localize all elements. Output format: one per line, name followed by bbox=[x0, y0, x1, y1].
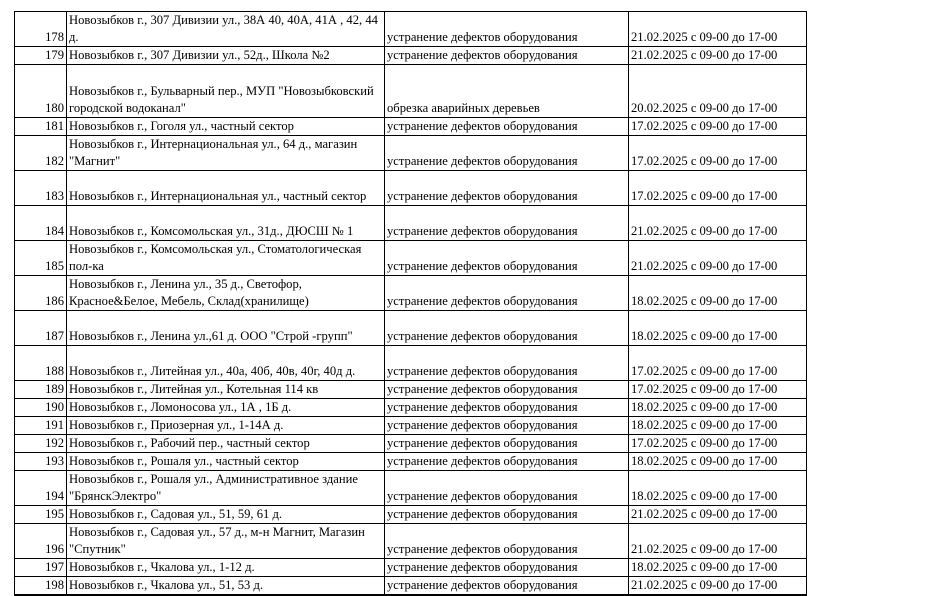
table-row bbox=[15, 399, 925, 417]
row-empty-cell bbox=[807, 399, 925, 417]
row-number: 196 bbox=[15, 524, 67, 559]
row-empty-cell bbox=[807, 453, 925, 471]
row-address: Новозыбков г., Рошаля ул., частный сектор bbox=[67, 453, 385, 471]
row-number: 194 bbox=[15, 471, 67, 506]
row-work-type: устранение дефектов оборудования bbox=[385, 136, 629, 171]
row-empty-cell bbox=[807, 524, 925, 559]
row-outage-date: 17.02.2025 с 09-00 до 17-00 bbox=[629, 346, 807, 381]
row-address: Новозыбков г., Приозерная ул., 1-14А д. bbox=[67, 417, 385, 435]
row-address: Новозыбков г., Литейная ул., 40а, 40б, 40в, 40г, 40д д. bbox=[67, 346, 385, 381]
row-number: 182 bbox=[15, 136, 67, 171]
row-number: 193 bbox=[15, 453, 67, 471]
row-outage-date: 20.02.2025 с 09-00 до 17-00 bbox=[629, 65, 807, 118]
row-work-type: устранение дефектов оборудования bbox=[385, 399, 629, 417]
row-work-type: устранение дефектов оборудования bbox=[385, 417, 629, 435]
row-number: 178 bbox=[15, 12, 67, 47]
row-address: Новозыбков г., 307 Дивизии ул., 38А 40, 40А, 41А , 42, 44 д. bbox=[67, 12, 385, 47]
row-number: 179 bbox=[15, 47, 67, 65]
row-outage-date: 18.02.2025 с 09-00 до 17-00 bbox=[629, 276, 807, 311]
table-row bbox=[15, 276, 925, 311]
row-work-type: устранение дефектов оборудования bbox=[385, 381, 629, 399]
row-address: Новозыбков г., Интернациональная ул., частный сектор bbox=[67, 171, 385, 206]
row-address: Новозыбков г., Бульварный пер., МУП "Новозыбковский городской водоканал" bbox=[67, 65, 385, 118]
table-row bbox=[15, 136, 925, 171]
row-address: Новозыбков г., Садовая ул., 51, 59, 61 д. bbox=[67, 506, 385, 524]
table-row bbox=[15, 559, 925, 577]
row-outage-date: 21.02.2025 с 09-00 до 17-00 bbox=[629, 12, 807, 47]
row-number: 187 bbox=[15, 311, 67, 346]
row-empty-cell bbox=[807, 435, 925, 453]
row-work-type: устранение дефектов оборудования bbox=[385, 346, 629, 381]
row-number: 195 bbox=[15, 506, 67, 524]
row-address: Новозыбков г., Ленина ул., 35 д., Светофор, Красное&Белое, Мебель, Склад(хранилище) bbox=[67, 276, 385, 311]
row-work-type: обрезка аварийных деревьев bbox=[385, 65, 629, 118]
row-number: 186 bbox=[15, 276, 67, 311]
row-address: Новозыбков г., Интернациональная ул., 64 д., магазин "Магнит" bbox=[67, 136, 385, 171]
row-work-type: устранение дефектов оборудования bbox=[385, 206, 629, 241]
row-work-type: устранение дефектов оборудования bbox=[385, 12, 629, 47]
row-empty-cell bbox=[807, 471, 925, 506]
row-address: Новозыбков г., Гоголя ул., частный сектор bbox=[67, 118, 385, 136]
row-number: 183 bbox=[15, 171, 67, 206]
table-row bbox=[15, 47, 925, 65]
table-row bbox=[15, 435, 925, 453]
row-empty-cell bbox=[807, 346, 925, 381]
table-row bbox=[15, 453, 925, 471]
row-work-type: устранение дефектов оборудования bbox=[385, 171, 629, 206]
row-work-type: устранение дефектов оборудования bbox=[385, 559, 629, 577]
row-outage-date: 17.02.2025 с 09-00 до 17-00 bbox=[629, 171, 807, 206]
row-work-type: устранение дефектов оборудования bbox=[385, 241, 629, 276]
table-row bbox=[15, 12, 925, 47]
table-row bbox=[15, 241, 925, 276]
row-work-type: устранение дефектов оборудования bbox=[385, 506, 629, 524]
row-empty-cell bbox=[807, 506, 925, 524]
row-outage-date: 18.02.2025 с 09-00 до 17-00 bbox=[629, 311, 807, 346]
table-row bbox=[15, 206, 925, 241]
row-empty-cell bbox=[807, 65, 925, 118]
row-outage-date: 18.02.2025 с 09-00 до 17-00 bbox=[629, 471, 807, 506]
row-work-type: устранение дефектов оборудования bbox=[385, 471, 629, 506]
table-row bbox=[15, 171, 925, 206]
schedule-table-body bbox=[15, 12, 925, 596]
table-row bbox=[15, 577, 925, 596]
row-number: 185 bbox=[15, 241, 67, 276]
row-outage-date: 17.02.2025 с 09-00 до 17-00 bbox=[629, 136, 807, 171]
row-address: Новозыбков г., Чкалова ул., 51, 53 д. bbox=[67, 577, 385, 596]
row-outage-date: 17.02.2025 с 09-00 до 17-00 bbox=[629, 381, 807, 399]
row-outage-date: 21.02.2025 с 09-00 до 17-00 bbox=[629, 506, 807, 524]
row-empty-cell bbox=[807, 276, 925, 311]
row-number: 188 bbox=[15, 346, 67, 381]
row-number: 198 bbox=[15, 577, 67, 596]
row-number: 181 bbox=[15, 118, 67, 136]
row-outage-date: 18.02.2025 с 09-00 до 17-00 bbox=[629, 399, 807, 417]
table-row bbox=[15, 65, 925, 118]
row-work-type: устранение дефектов оборудования bbox=[385, 276, 629, 311]
row-work-type: устранение дефектов оборудования bbox=[385, 47, 629, 65]
row-empty-cell bbox=[807, 118, 925, 136]
table-row bbox=[15, 506, 925, 524]
row-address: Новозыбков г., Рабочий пер., частный сектор bbox=[67, 435, 385, 453]
row-address: Новозыбков г., Комсомольская ул., Стоматологическая пол-ка bbox=[67, 241, 385, 276]
row-work-type: устранение дефектов оборудования bbox=[385, 435, 629, 453]
table-row bbox=[15, 311, 925, 346]
row-empty-cell bbox=[807, 417, 925, 435]
row-empty-cell bbox=[807, 47, 925, 65]
row-empty-cell bbox=[807, 311, 925, 346]
row-empty-cell bbox=[807, 136, 925, 171]
row-work-type: устранение дефектов оборудования bbox=[385, 453, 629, 471]
row-number: 191 bbox=[15, 417, 67, 435]
row-address: Новозыбков г., Комсомольская ул., 31д., ДЮСШ № 1 bbox=[67, 206, 385, 241]
row-outage-date: 21.02.2025 с 09-00 до 17-00 bbox=[629, 577, 807, 596]
table-row bbox=[15, 471, 925, 506]
row-work-type: устранение дефектов оборудования bbox=[385, 118, 629, 136]
row-address: Новозыбков г., Литейная ул., Котельная 114 кв bbox=[67, 381, 385, 399]
row-outage-date: 18.02.2025 с 09-00 до 17-00 bbox=[629, 417, 807, 435]
row-address: Новозыбков г., Ломоносова ул., 1А , 1Б д. bbox=[67, 399, 385, 417]
row-empty-cell bbox=[807, 577, 925, 596]
row-empty-cell bbox=[807, 171, 925, 206]
row-outage-date: 18.02.2025 с 09-00 до 17-00 bbox=[629, 453, 807, 471]
row-outage-date: 21.02.2025 с 09-00 до 17-00 bbox=[629, 524, 807, 559]
table-row bbox=[15, 118, 925, 136]
row-outage-date: 17.02.2025 с 09-00 до 17-00 bbox=[629, 118, 807, 136]
row-number: 184 bbox=[15, 206, 67, 241]
row-outage-date: 21.02.2025 с 09-00 до 17-00 bbox=[629, 206, 807, 241]
row-address: Новозыбков г., 307 Дивизии ул., 52д., Школа №2 bbox=[67, 47, 385, 65]
row-number: 197 bbox=[15, 559, 67, 577]
row-empty-cell bbox=[807, 381, 925, 399]
row-empty-cell bbox=[807, 559, 925, 577]
row-outage-date: 21.02.2025 с 09-00 до 17-00 bbox=[629, 241, 807, 276]
row-number: 192 bbox=[15, 435, 67, 453]
schedule-table bbox=[14, 11, 925, 596]
table-row bbox=[15, 346, 925, 381]
row-address: Новозыбков г., Рошаля ул., Административное здание "БрянскЭлектро" bbox=[67, 471, 385, 506]
row-empty-cell bbox=[807, 12, 925, 47]
row-work-type: устранение дефектов оборудования bbox=[385, 577, 629, 596]
row-work-type: устранение дефектов оборудования bbox=[385, 311, 629, 346]
row-work-type: устранение дефектов оборудования bbox=[385, 524, 629, 559]
row-address: Новозыбков г., Садовая ул., 57 д., м-н Магнит, Магазин "Спутник" bbox=[67, 524, 385, 559]
row-address: Новозыбков г., Чкалова ул., 1-12 д. bbox=[67, 559, 385, 577]
row-number: 180 bbox=[15, 65, 67, 118]
row-number: 189 bbox=[15, 381, 67, 399]
table-row bbox=[15, 524, 925, 559]
row-outage-date: 21.02.2025 с 09-00 до 17-00 bbox=[629, 47, 807, 65]
row-outage-date: 17.02.2025 с 09-00 до 17-00 bbox=[629, 435, 807, 453]
row-number: 190 bbox=[15, 399, 67, 417]
table-row bbox=[15, 417, 925, 435]
row-empty-cell bbox=[807, 241, 925, 276]
table-row bbox=[15, 381, 925, 399]
row-empty-cell bbox=[807, 206, 925, 241]
row-outage-date: 18.02.2025 с 09-00 до 17-00 bbox=[629, 559, 807, 577]
row-address: Новозыбков г., Ленина ул.,61 д. ООО "Строй -групп" bbox=[67, 311, 385, 346]
